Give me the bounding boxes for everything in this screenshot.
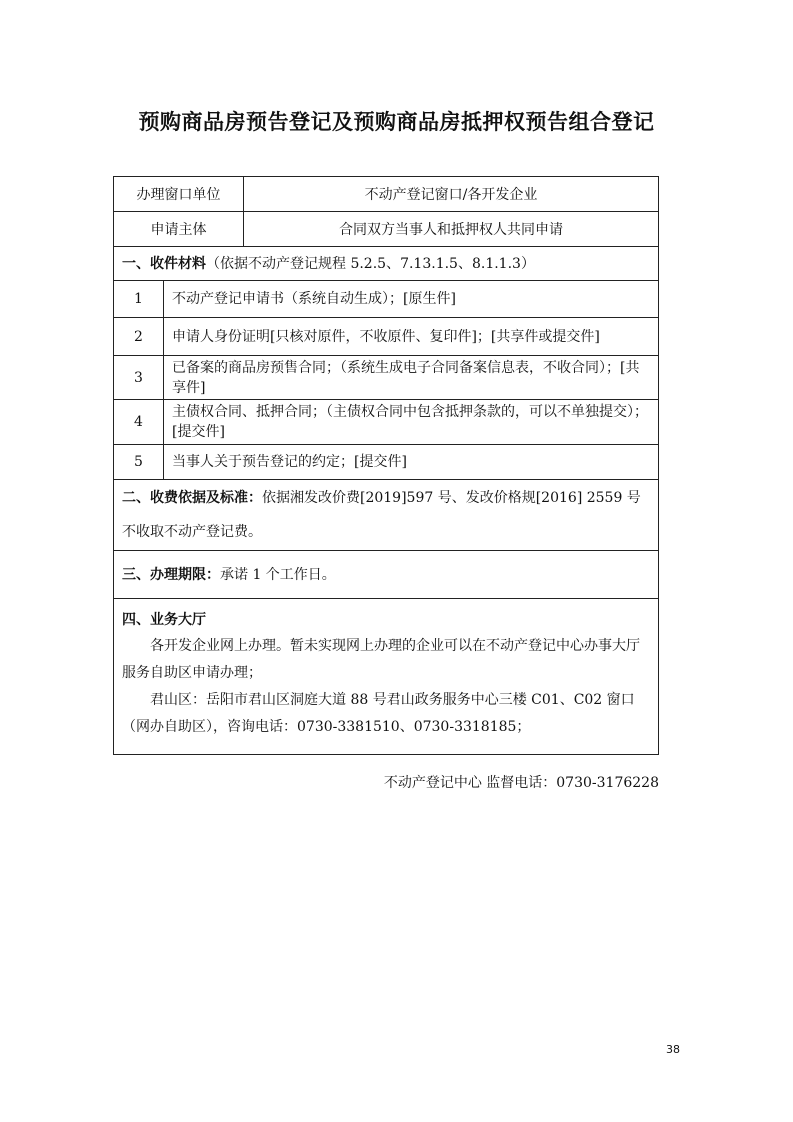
page-number: 38 (666, 1043, 680, 1056)
applicant-row (114, 212, 659, 247)
hall-paragraph-online: 各开发企业网上办理。暂未实现网上办理的企业可以在不动产登记中心办事大厅服务自助区申请办理； (122, 638, 640, 681)
material-text: 当事人关于预告登记的约定；[提交件] (164, 445, 659, 480)
period-cell (114, 551, 659, 599)
material-text: 申请人身份证明[只核对原件，不收原件、复印件]；[共享件或提交件] (164, 318, 659, 356)
hall-heading: 四、业务大厅 (122, 612, 206, 628)
material-row (114, 318, 659, 356)
materials-heading-note: （依据不动产登记规程 5.2.5、7.13.1.5、8.1.1.3） (206, 255, 535, 272)
document-title: 预购商品房预告登记及预购商品房抵押权预告组合登记 (138, 110, 655, 134)
period-text: 承诺 1 个工作日。 (220, 566, 336, 583)
material-number: 2 (114, 318, 164, 356)
office-value: 不动产登记窗口/各开发企业 (244, 177, 659, 212)
hall-row (114, 599, 659, 755)
fees-cell (114, 480, 659, 551)
applicant-value: 合同双方当事人和抵押权人共同申请 (244, 212, 659, 247)
materials-heading-row (114, 247, 659, 281)
material-text: 主债权合同、抵押合同；（主债权合同中包含抵押条款的，可以不单独提交）；[提交件] (164, 400, 659, 445)
office-row (114, 177, 659, 212)
hall-paragraph-junshan: 君山区：岳阳市君山区洞庭大道 88 号君山政务服务中心三楼 C01、C02 窗口（网办自助区），咨询电话：0730-3381510、0730-3318185； (122, 692, 635, 735)
fees-text: 依据湘发改价费[2019]597 号、发改价格规[2016] 2559 号不收取不动产登记费。 (122, 490, 641, 540)
material-number: 1 (114, 281, 164, 318)
registration-table (113, 176, 659, 755)
supervision-hotline: 不动产登记中心 监督电话：0730-3176228 (383, 775, 659, 791)
fees-heading: 二、收费依据及标准： (122, 490, 262, 506)
material-row (114, 281, 659, 318)
materials-heading-title: 一、收件材料 (122, 255, 206, 272)
materials-heading (114, 247, 659, 281)
office-label: 办理窗口单位 (114, 177, 244, 212)
period-heading: 三、办理期限： (122, 566, 220, 583)
applicant-label: 申请主体 (114, 212, 244, 247)
material-row (114, 356, 659, 400)
material-number: 4 (114, 400, 164, 445)
material-text: 已备案的商品房预售合同；（系统生成电子合同备案信息表，不收合同）；[共享件] (164, 356, 659, 400)
period-row (114, 551, 659, 599)
hall-cell (114, 599, 659, 755)
material-number: 3 (114, 356, 164, 400)
material-row (114, 400, 659, 445)
material-row (114, 445, 659, 480)
material-text: 不动产登记申请书（系统自动生成）；[原生件] (164, 281, 659, 318)
material-number: 5 (114, 445, 164, 480)
fees-row (114, 480, 659, 551)
